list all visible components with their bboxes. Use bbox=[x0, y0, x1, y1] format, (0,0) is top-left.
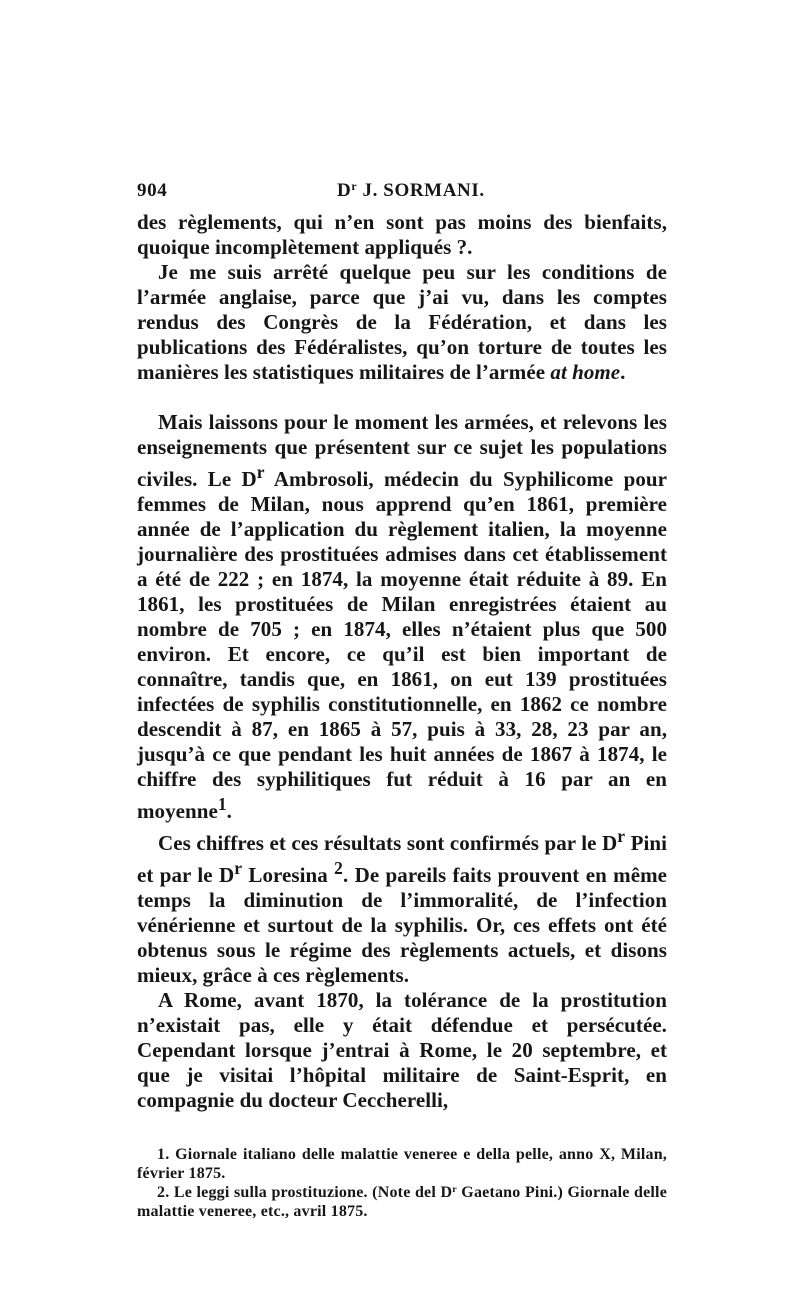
body-text bbox=[137, 210, 667, 1113]
paragraph-continuation bbox=[137, 210, 667, 260]
paragraph-armee-anglaise bbox=[137, 260, 667, 385]
text-run: Loresina bbox=[242, 863, 335, 887]
text-run: Je me suis arrêté quelque peu sur les conditions de l’armée anglaise, parce que j’ai vu, dans les comptes rendus des Congrès de la Fédération, et dans les publications des Fédéralistes, qu’on torture de toutes les manières les statistiques militaires de l’armée bbox=[137, 260, 667, 384]
text-run: 2. Le leggi sulla prostituzione. (Note del D bbox=[157, 1184, 453, 1201]
author-prefix-sup: r bbox=[351, 180, 358, 194]
text-run: . bbox=[226, 799, 232, 823]
footnote-2 bbox=[137, 1183, 667, 1221]
superscript: 2 bbox=[334, 858, 343, 878]
book-page bbox=[137, 176, 667, 1221]
paragraph-rome bbox=[137, 988, 667, 1113]
footnotes bbox=[137, 1145, 667, 1221]
superscript: r bbox=[256, 462, 265, 482]
text-run: . De pareils faits prouvent en même temps la diminution de l’immoralité, de l’infection vénérienne et surtout de la syphilis. Or, ces effets ont été obtenus sous le régime des règlements actuels, et disons mieux, grâce à ces règlements. bbox=[137, 863, 667, 987]
italic-text: at home bbox=[550, 360, 621, 384]
text-run: Mais laissons pour le moment les armées, et relevons les enseignements que présentent sur ce sujet les populations civiles. Le D bbox=[137, 410, 667, 491]
text-run: Ambrosoli, médecin du Syphilicome pour femmes de Milan, nous apprend qu’en 1861, première année de l’application du règlement italien, la moyenne journalière des prostituées admises dans cet établissement a été de 222 ; en 1874, la moyenne était réduite à 89. En 1861, les prostituées de Milan enregistrées étaient au nombre de 705 ; en 1874, elles n’étaient plus que 500 environ. Et encore, ce qu’il est bien important de connaître, tandis que, en 1861, on eut 139 prostituées infectées de syphilis constitutionnelle, en 1862 ce nombre descendit à 87, en 1865 à 57, puis à 33, 28, 23 par an, jusqu’à ce que pendant les huit années de 1867 à 1874, le chiffre des syphilitiques fut réduit à 16 par an en moyenne bbox=[137, 467, 667, 823]
paragraph-milan-statistics bbox=[137, 410, 667, 824]
superscript: r bbox=[452, 1184, 457, 1196]
text-run: A Rome, avant 1870, la tolérance de la prostitution n’existait pas, elle y était défendue et persécutée. Cependant lorsque j’entrai à Rome, le 20 septembre, et que je visitai l’hôpital militaire de Saint-Esprit, en compagnie du docteur Ceccherelli, bbox=[137, 988, 667, 1112]
superscript: r bbox=[234, 858, 243, 878]
text-run: Pini et par le D bbox=[137, 831, 667, 887]
text-run: Gaetano Pini.) Giornale delle malattie veneree, etc., avril 1875. bbox=[137, 1184, 667, 1220]
footnote-1 bbox=[137, 1145, 667, 1183]
paragraph-confirmation bbox=[137, 824, 667, 988]
text-run: des règlements, qui n’en sont pas moins des bienfaits, quoique incomplètement appliqués ?. bbox=[137, 210, 667, 259]
running-title bbox=[337, 180, 485, 202]
superscript: r bbox=[617, 826, 626, 846]
superscript: 1 bbox=[217, 794, 227, 814]
text-run: Ces chiffres et ces résultats sont confirmés par le D bbox=[158, 831, 618, 855]
text-run: 1. Giornale italiano delle malattie veneree e della pelle, anno X, Milan, février 1875. bbox=[137, 1146, 667, 1182]
text-run: . bbox=[620, 360, 626, 384]
page-number: 904 bbox=[137, 180, 168, 201]
author-name: J. SORMANI. bbox=[357, 180, 485, 201]
running-head bbox=[137, 176, 667, 210]
author-prefix: D bbox=[337, 180, 352, 201]
